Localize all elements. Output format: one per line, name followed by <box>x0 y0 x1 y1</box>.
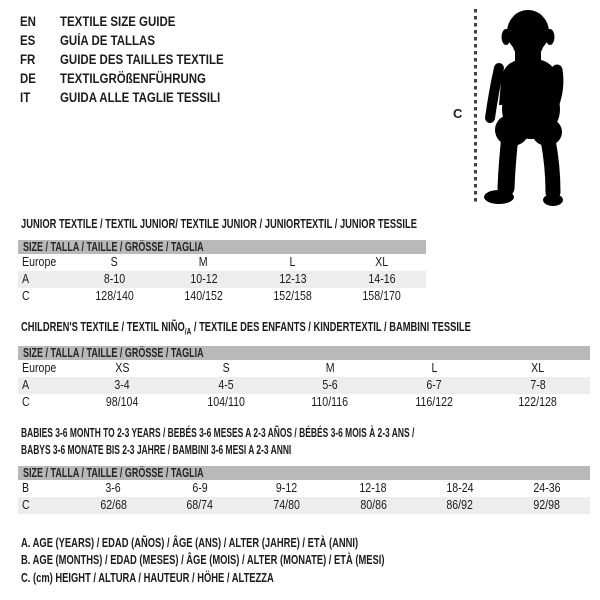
table-cell: M <box>325 361 335 375</box>
table-cell: 5-6 <box>278 377 382 394</box>
table-cell: 80/86 <box>330 497 417 514</box>
row-label: B <box>22 481 30 495</box>
heading-subscript: /A <box>184 326 192 337</box>
table-cell: M <box>199 255 208 269</box>
table-cell: 140/152 <box>184 289 223 303</box>
table-size-header: SIZE / TALLA / TAILLE / GRÖSSE / TAGLIA <box>18 346 590 360</box>
row-label: A <box>18 271 70 288</box>
table-cell: 104/110 <box>207 395 245 409</box>
height-measure-line <box>474 9 477 205</box>
language-label: GUIDA ALLE TAGLIE TESSILI <box>60 90 221 105</box>
table-cell: XL <box>531 361 545 375</box>
table-size-header: SIZE / TALLA / TAILLE / GRÖSSE / TAGLIA <box>18 240 426 254</box>
footnote-b: B. AGE (MONTHS) / EDAD (MESES) / ÂGE (MOIS) / ALTER (MONATE) / ETÀ (MESI) <box>21 553 385 568</box>
table-cell: 92/98 <box>503 497 590 514</box>
table-cell: 24-36 <box>533 481 561 495</box>
language-code: ES <box>20 33 36 48</box>
table-row-europe <box>18 360 590 377</box>
table-row-age <box>18 377 590 394</box>
language-label: GUÍA DE TALLAS <box>60 33 155 48</box>
table-cell: 12-13 <box>248 271 337 288</box>
babies-heading-line2: BABYS 3-6 MONATE BIS 2-3 JAHRE / BAMBINI 3-6 MESI A 2-3 ANNI <box>21 442 292 457</box>
language-code: FR <box>20 52 36 67</box>
table-row-height <box>18 497 590 514</box>
row-label: C <box>22 289 30 303</box>
table-row-months <box>18 480 590 497</box>
children-size-table <box>18 346 590 411</box>
table-cell: L <box>431 361 437 375</box>
table-row-height <box>18 288 426 305</box>
table-cell: L <box>289 255 296 269</box>
footnotes <box>21 536 506 588</box>
babies-section-heading <box>21 424 414 458</box>
table-size-header: SIZE / TALLA / TAILLE / GRÖSSE / TAGLIA <box>18 466 590 480</box>
table-cell: 12-18 <box>359 481 387 495</box>
language-code: DE <box>20 71 36 86</box>
language-row-de <box>20 69 253 88</box>
table-cell: 3-6 <box>105 481 122 495</box>
table-cell: 14-16 <box>337 271 426 288</box>
table-cell: 3-4 <box>70 377 174 394</box>
table-cell: 116/122 <box>415 395 453 409</box>
table-cell: 122/128 <box>518 395 558 409</box>
language-label: GUIDE DES TAILLES TEXTILE <box>60 52 224 67</box>
babies-size-table <box>18 466 590 514</box>
table-cell: 4-5 <box>174 377 278 394</box>
table-cell: 7-8 <box>486 377 590 394</box>
table-cell: 18-24 <box>446 481 474 495</box>
junior-section-heading: JUNIOR TEXTILE / TEXTIL JUNIOR/ TEXTILE JUNIOR / JUNIORTEXTIL / JUNIOR TESSILE <box>21 216 417 231</box>
table-cell: 10-12 <box>159 271 248 288</box>
table-row-age <box>18 271 426 288</box>
table-cell: 98/104 <box>105 395 139 409</box>
table-cell: 8-10 <box>70 271 159 288</box>
language-row-it <box>20 88 253 107</box>
children-section-heading: CHILDREN'S TEXTILE / TEXTIL $NIÑO_{/A}$ / TEXTILE DES ENFANTS / KINDERTEXTIL / BAMBINI TESSILE <box>21 319 471 337</box>
table-cell: S <box>222 361 230 375</box>
table-cell: S <box>110 255 119 269</box>
language-row-fr <box>20 50 253 69</box>
table-cell: 86/92 <box>417 497 504 514</box>
table-size-header-row <box>18 346 590 360</box>
table-cell: 9-12 <box>276 481 298 495</box>
table-cell: XL <box>374 255 388 269</box>
table-cell: 158/170 <box>362 289 401 303</box>
language-guide <box>20 12 253 107</box>
baby-silhouette-icon <box>482 8 574 206</box>
height-measure-label: C <box>453 106 463 121</box>
footnote-a: A. AGE (YEARS) / EDAD (AÑOS) / ÂGE (ANS) / ALTER (JAHRE) / ETÀ (ANNI) <box>21 536 359 550</box>
table-cell: 74/80 <box>243 497 330 514</box>
table-size-header-row <box>18 240 426 254</box>
junior-size-table <box>18 240 426 305</box>
table-cell: 152/158 <box>273 289 312 303</box>
table-row-europe <box>18 254 426 271</box>
language-code: EN <box>20 14 36 29</box>
babies-heading-line1: BABIES 3-6 MONTH TO 2-3 YEARS / BEBÉS 3-6 MESES A 2-3 AÑOS / BÉBÉS 3-6 MOIS À 2-3 ANS / <box>21 425 415 440</box>
row-label: Europe <box>22 255 57 269</box>
row-label: A <box>18 377 70 394</box>
table-cell: 6-9 <box>192 481 208 495</box>
row-label: C <box>22 395 30 409</box>
footnote-c: C. (cm) HEIGHT / ALTURA / HAUTEUR / HÖHE / ALTEZZA <box>21 570 274 585</box>
language-label: TEXTILE SIZE GUIDE <box>60 14 176 29</box>
language-row-en <box>20 12 253 31</box>
row-label: C <box>18 497 70 514</box>
language-row-es <box>20 31 253 50</box>
table-cell: 110/116 <box>311 395 349 409</box>
table-cell: XS <box>114 361 130 375</box>
row-label: Europe <box>22 361 57 375</box>
language-label: TEXTILGRÖßENFÜHRUNG <box>60 71 206 86</box>
table-cell: 62/68 <box>70 497 157 514</box>
table-row-height <box>18 394 590 411</box>
table-cell: 128/140 <box>95 289 134 303</box>
table-cell: 6-7 <box>382 377 486 394</box>
table-cell: 68/74 <box>157 497 244 514</box>
table-size-header-row <box>18 466 590 480</box>
language-code: IT <box>20 90 31 105</box>
